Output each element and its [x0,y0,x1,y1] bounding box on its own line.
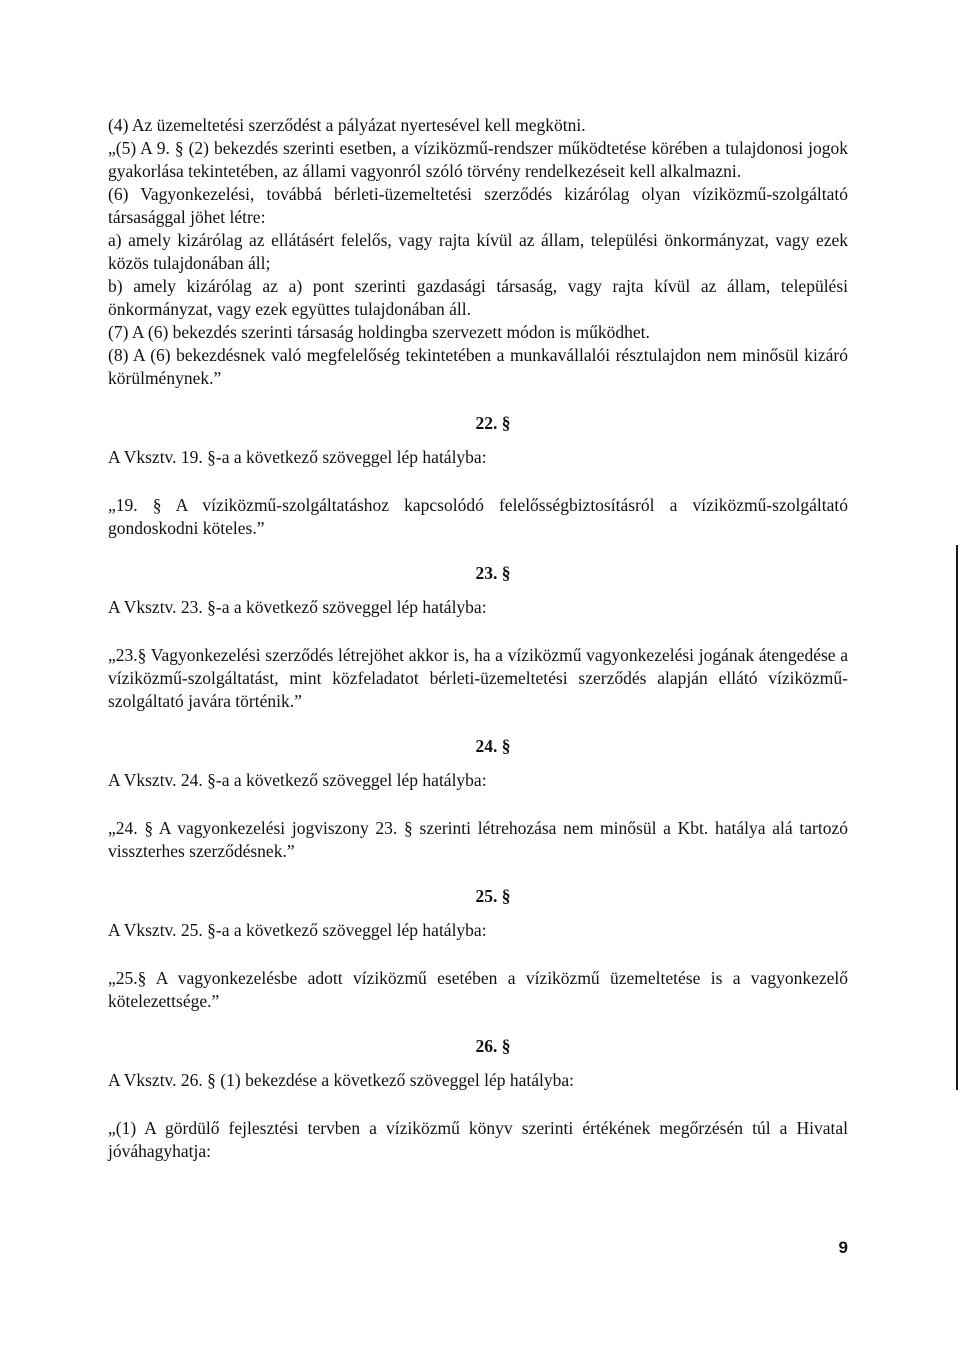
scan-edge-line [956,545,958,1090]
section-text-24: „24. § A vagyonkezelési jogviszony 23. § szerinti létrehozása nem minősül a Kbt. hatálya alá tartozó visszterhes szerződésnek.” [108,818,848,861]
paragraph-4: (4) Az üzemeltetési szerződést a pályázat nyertesével kell megkötni. [108,115,586,135]
section-heading-22: 22. § [475,413,511,433]
paragraph-6b: b) amely kizárólag az a) pont szerinti gazdasági társaság, vagy rajta kívül az állam, települési önkormányzat, vagy ezek együttes tulajdonában áll. [108,276,848,319]
section-heading-25: 25. § [475,886,511,906]
section-intro-24: A Vksztv. 24. §-a a következő szöveggel lép hatályba: [108,770,487,790]
paragraph-5: „(5) A 9. § (2) bekezdés szerinti esetben, a víziközmű-rendszer működtetése körében a tulajdonosi jogok gyakorlása tekintetében, az állami vagyonról szóló törvény rendelkezéseit kell alkalmazni. [108,138,848,181]
section-intro-23: A Vksztv. 23. §-a a következő szöveggel lép hatályba: [108,597,487,617]
section-heading-23: 23. § [475,563,511,583]
page-number: 9 [838,1238,848,1257]
paragraph-6: (6) Vagyonkezelési, továbbá bérleti-üzemeltetési szerződés kizárólag olyan víziközmű-szolgáltató társasággal jöhet létre: [108,184,848,227]
section-intro-25: A Vksztv. 25. §-a a következő szöveggel lép hatályba: [108,920,487,940]
section-text-25: „25.§ A vagyonkezelésbe adott víziközmű esetében a víziközmű üzemeltetése is a vagyonkezelő kötelezettsége.” [108,968,848,1011]
section-text-26: „(1) A gördülő fejlesztési tervben a víziközmű könyv szerinti értékének megőrzésén túl a Hivatal jóváhagyhatja: [108,1118,848,1161]
section-text-23: „23.§ Vagyonkezelési szerződés létrejöhet akkor is, ha a víziközmű vagyonkezelési jogának átengedése a víziközmű-szolgáltatást, mint közfeladatot bérleti-üzemeltetési szerződés alapján ellátó víziközmű-szolgáltató javára történik.” [108,645,848,711]
section-heading-24: 24. § [475,736,511,756]
paragraph-6a: a) amely kizárólag az ellátásért felelős, vagy rajta kívül az állam, települési önkormányzat, vagy ezek közös tulajdonában áll; [108,230,848,273]
document-page [108,114,848,1163]
section-intro-22: A Vksztv. 19. §-a a következő szöveggel lép hatályba: [108,447,487,467]
paragraph-7: (7) A (6) bekezdés szerinti társaság holdingba szervezett módon is működhet. [108,322,650,342]
section-text-22: „19. § A víziközmű-szolgáltatáshoz kapcsolódó felelősségbiztosításról a víziközmű-szolgáltató gondoskodni köteles.” [108,495,848,538]
section-heading-26: 26. § [475,1036,511,1056]
section-intro-26: A Vksztv. 26. § (1) bekezdése a következő szöveggel lép hatályba: [108,1070,575,1090]
paragraph-8: (8) A (6) bekezdésnek való megfelelőség tekintetében a munkavállalói résztulajdon nem minősül kizáró körülménynek.” [108,345,848,388]
